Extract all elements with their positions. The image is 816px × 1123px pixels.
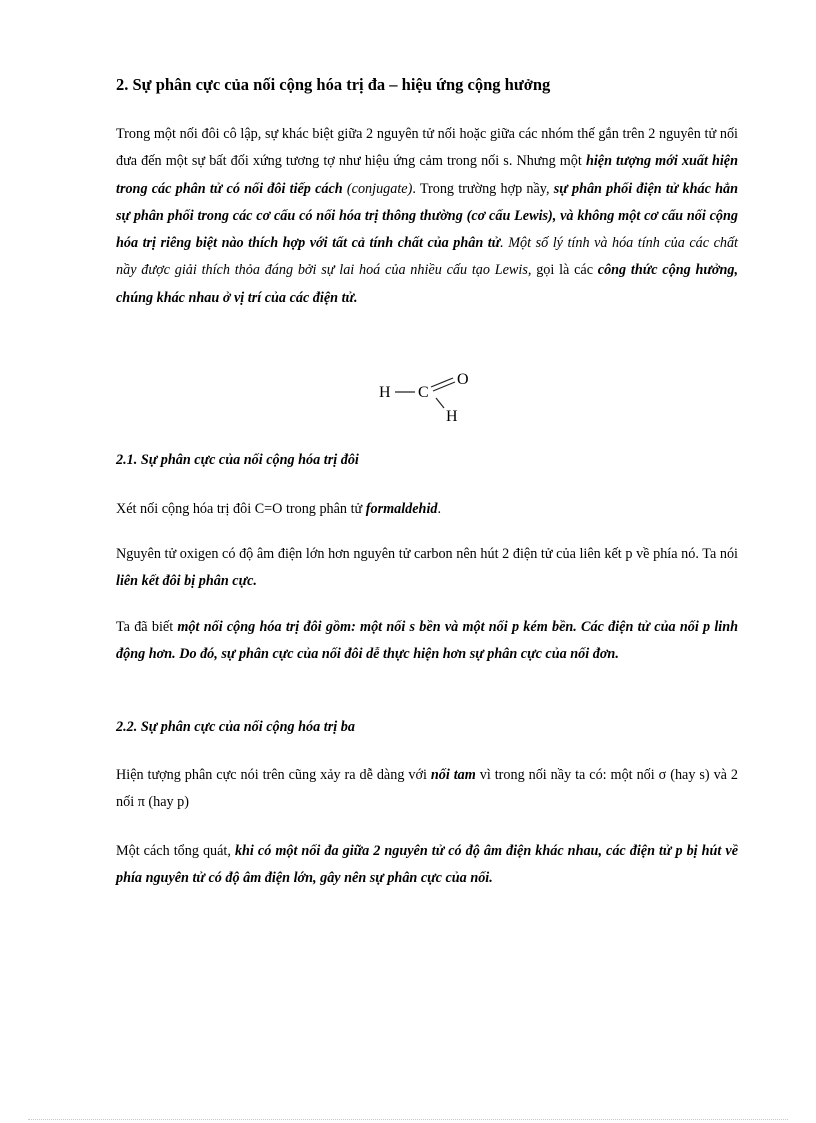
section-heading: 2. Sự phân cực của nối cộng hóa trị đa – hiệu ứng cộng hưởng (116, 75, 551, 94)
atom-h-bottom: H (446, 408, 458, 424)
subsection-heading-2-1: 2.1. Sự phân cực của nối cộng hóa trị đôi (116, 452, 359, 468)
atom-c: C (418, 384, 429, 401)
subsection-heading-2-2: 2.2. Sự phân cực của nối cộng hóa trị ba (116, 719, 355, 735)
bond-c-o-2 (433, 382, 455, 391)
oxygen-paragraph: Nguyên tử oxigen có độ âm điện lớn hơn nguyên tử carbon nên hút 2 điện tử của liên kết p về phía nó. Ta nói liên kết đôi bị phân cực. (116, 546, 738, 589)
bond-c-o-1 (431, 378, 453, 387)
formaldehyde-paragraph: Xét nối cộng hóa trị đôi C=O trong phân tử formaldehid. (116, 501, 442, 517)
atom-o: O (457, 371, 469, 388)
sigma-symbol: σ (658, 767, 667, 783)
intro-paragraph: Trong một nối đôi cô lập, sự khác biệt giữa 2 nguyên tử nối hoặc giữa các nhóm thế gắn trên 2 nguyên tử nối đưa đến một sự bất đối xứng tương tợ như hiệu ứng cảm trong nối s. Nhưng một hiện tượng mới xuất hiện trong các phân tử có nối đôi tiếp cách (conjugate). Trong trường hợp nầy, sự phân phối điện tử khác hẳn sự phân phối trong các cơ cấu có nối hóa trị thông thường (cơ cấu Lewis), và không một cơ cấu nối cộng hóa trị riêng biệt nào thích hợp với tất cả tính chất của phân tử. Một số lý tính và hóa tính của các chất nầy được giải thích thỏa đáng bởi sự lai hoá của nhiều cấu tạo Lewis, gọi là các công thức cộng hưởng, chúng khác nhau ở vị trí của các điện tử. (116, 126, 739, 306)
double-bond-paragraph: Ta đã biết một nối cộng hóa trị đôi gồm: một nối s bền và một nối p kém bền. Các điện tử của nối p linh động hơn. Do đó, sự phân cực của nối đôi dễ thực hiện hơn sự phân cực của nối đơn. (116, 619, 739, 663)
pi-symbol: π (137, 794, 145, 810)
formaldehyde-structure (378, 368, 478, 424)
bond-c-h (436, 398, 444, 408)
general-paragraph: Một cách tổng quát, khi có một nối đa giữa 2 nguyên tử có độ âm điện khác nhau, các điện tử p bị hút về phía nguyên tử có độ âm điện lớn, gây nên sự phân cực của nối. (116, 843, 738, 887)
atom-h-left: H (379, 384, 391, 401)
triple-bond-paragraph: Hiện tượng phân cực nói trên cũng xảy ra dễ dàng với nối tam vì trong nối nầy ta có: một nối σ (hay s) và 2 nối π (hay p) (116, 767, 739, 810)
page-bottom-rule (28, 1119, 788, 1120)
